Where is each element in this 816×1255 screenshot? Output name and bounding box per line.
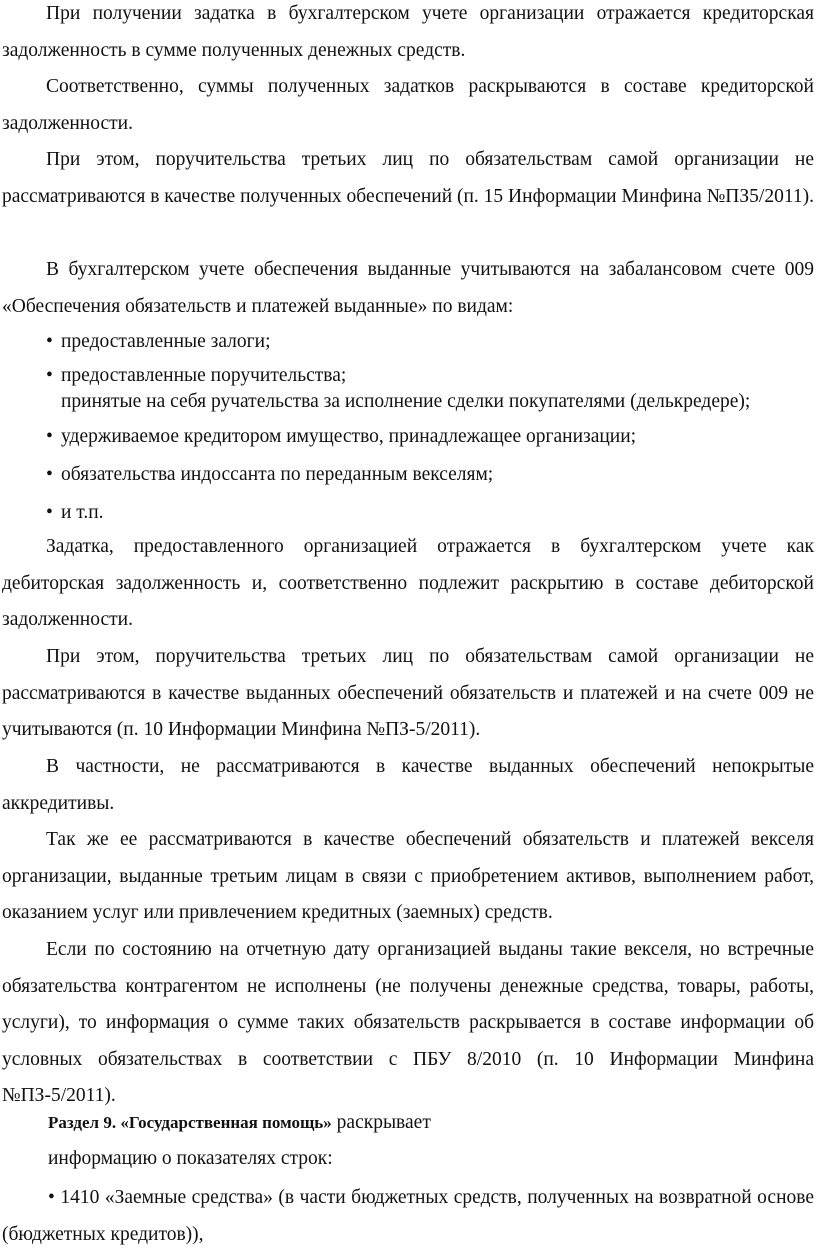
bullet-marker: • <box>46 426 53 447</box>
bullet-marker: • <box>46 331 53 352</box>
paragraph-deposit-received: При получении задатка в бухгалтерском учете организации отражается кредиторская задолженность в сумме полученных денежных средств. <box>2 3 814 61</box>
bullet-marker: • <box>48 1187 55 1208</box>
list-item-continuation: принятые на себя ручательства за исполнение сделки покупателями (делькредере); <box>61 391 751 412</box>
paragraph-promissory-notes: Так же ее рассматриваются в качестве обеспечений обязательств и платежей векселя организации, выданные третьим лицам в связи с приобретением активов, выполнением работ, оказанием услуг или привлечением кредитных (заемных) средств. <box>2 829 814 923</box>
section-subheading: информацию о показателях строк: <box>48 1148 333 1169</box>
bullet-marker: • <box>46 464 53 485</box>
list-item <box>46 363 816 415</box>
paragraph-guarantees-given: При этом, поручительства третьих лиц по обязательствам самой организации не рассматриваются в качестве выданных обеспечений обязательств и платежей и на счете 009 не учитываются (п. 10 Информации Минфина №ПЗ-5/2011). <box>2 646 814 740</box>
section-title-rest: раскрывает <box>331 1112 431 1133</box>
list-item <box>46 329 816 355</box>
list-item-text: предоставленные поручительства; <box>61 365 347 386</box>
paragraph-letters-of-credit: В частности, не рассматриваются в качестве выданных обеспечений непокрытые аккредитивы. <box>2 756 814 814</box>
list-item-text: и т.п. <box>61 502 104 523</box>
list-item-text: 1410 «Заемные средства» (в части бюджетных средств, полученных на возвратной основе (бюджетных кредитов)), <box>2 1187 815 1245</box>
paragraph-guarantees-received: При этом, поручительства третьих лиц по обязательствам самой организации не рассматриваются в качестве полученных обеспечений (п. 15 Информации Минфина №ПЗ5/2011). <box>2 149 814 207</box>
list-item <box>46 424 816 450</box>
section-heading <box>48 1105 814 1141</box>
list-item-text: удерживаемое кредитором имущество, принадлежащее организации; <box>61 426 637 447</box>
list-item <box>46 500 816 526</box>
paragraph-contingent-liabilities: Если по состоянию на отчетную дату организацией выданы такие векселя, но встречные обязательства контрагентом не исполнены (не получены денежные средства, товары, работы, услуги), то информация о сумме таких обязательств раскрывается в составе информации об условных обязательствах в соответствии с ПБУ 8/2010 (п. 10 Информации Минфина №ПЗ-5/2011). <box>2 939 814 1106</box>
list-item <box>2 1180 814 1253</box>
paragraph-deposits-disclosure: Соответственно, суммы полученных задатков раскрываются в составе кредиторской задолженности. <box>2 76 814 134</box>
list-item-text: предоставленные залоги; <box>61 331 271 352</box>
section-title: Раздел 9. «Государственная помощь» <box>48 1113 332 1132</box>
list-item-text: обязательства индоссанта по переданным векселям; <box>61 464 494 485</box>
paragraph-deposit-given: Задатка, предоставленного организацией отражается в бухгалтерском учете как дебиторская задолженность и, соответственно подлежит раскрытию в составе дебиторской задолженности. <box>2 536 814 630</box>
bullet-marker: • <box>46 502 53 523</box>
list-item <box>46 462 816 488</box>
paragraph-account-009: В бухгалтерском учете обеспечения выданные учитываются на забалансовом счете 009 «Обеспечения обязательств и платежей выданные» по видам: <box>2 259 814 317</box>
bullet-marker: • <box>46 365 53 386</box>
